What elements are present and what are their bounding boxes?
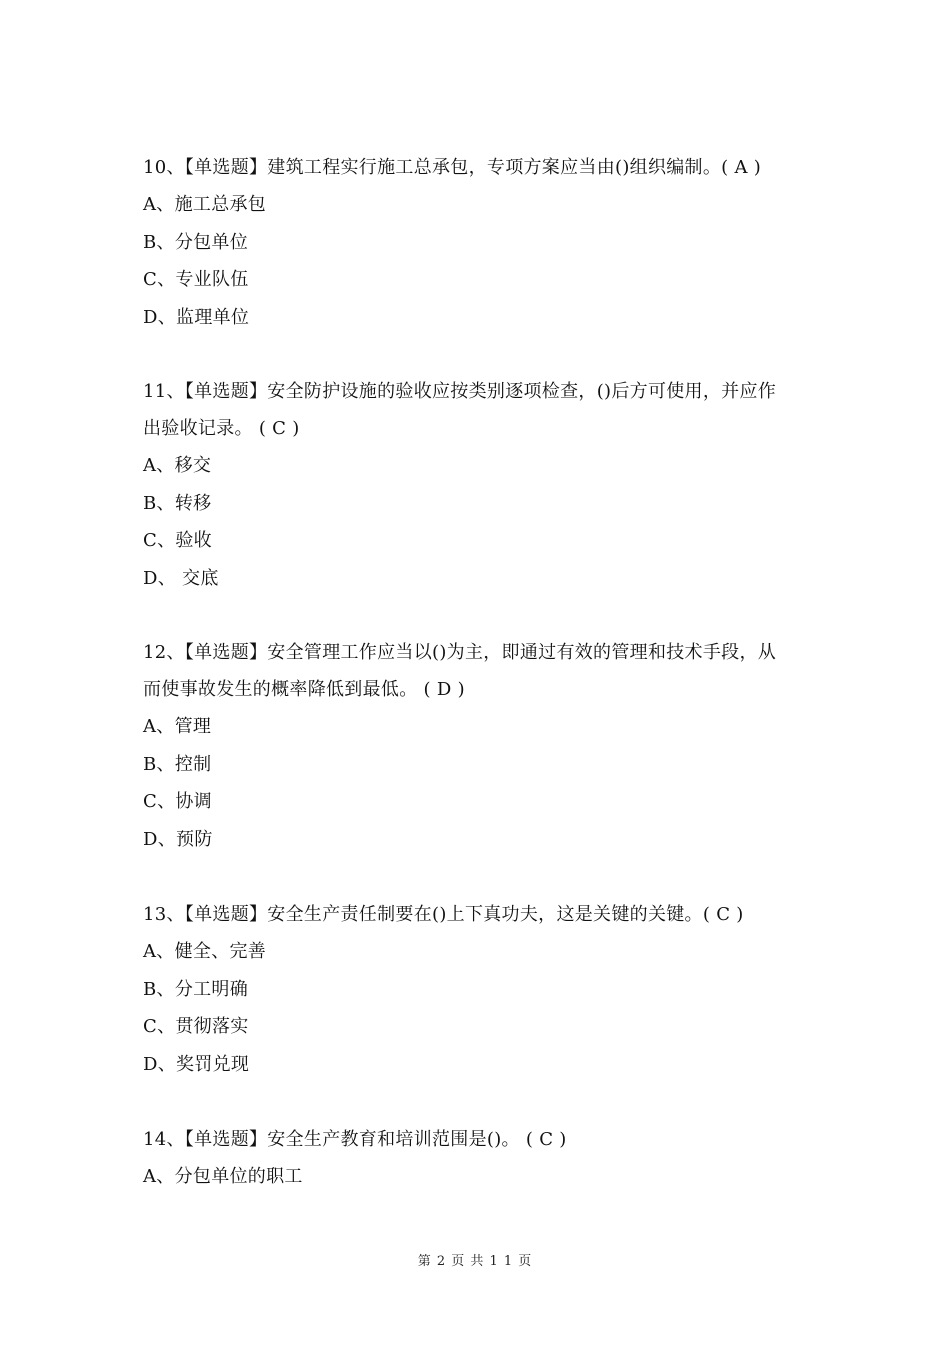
option-c: C、贯彻落实 — [143, 1016, 249, 1037]
question-stem: 12、【单选题】安全管理工作应当以()为主，即通过有效的管理和技术手段，从 — [143, 642, 777, 663]
option-b: B、控制 — [143, 753, 212, 775]
question-stem-continued: 出验收记录。 ( C ) — [143, 418, 300, 439]
option-a: A、管理 — [143, 716, 212, 737]
question-stem: 13、【单选题】安全生产责任制要在()上下真功夫，这是关键的关键。( C ) — [143, 904, 744, 925]
question-12 — [143, 634, 823, 858]
option-b: B、分包单位 — [143, 231, 249, 253]
option-d: D、监理单位 — [143, 306, 250, 328]
option-a: A、施工总承包 — [143, 194, 267, 215]
question-stem: 14、【单选题】安全生产教育和培训范围是()。 ( C ) — [143, 1129, 567, 1150]
option-a: A、移交 — [143, 455, 212, 476]
question-10 — [143, 149, 823, 336]
option-d: D、预防 — [143, 828, 213, 850]
page-number-footer: 第 2 页 共 1 1 页 — [417, 1254, 533, 1269]
option-b: B、转移 — [143, 492, 212, 514]
option-d: D、 交底 — [143, 567, 219, 589]
option-a: A、分包单位的职工 — [143, 1166, 303, 1187]
question-stem-continued: 而使事故发生的概率降低到最低。 ( D ) — [143, 679, 465, 700]
option-a: A、健全、完善 — [143, 941, 267, 962]
option-c: C、协调 — [143, 791, 212, 812]
question-11 — [143, 373, 823, 597]
question-14 — [143, 1121, 823, 1196]
option-b: B、分工明确 — [143, 978, 249, 1000]
question-13 — [143, 896, 823, 1083]
option-d: D、奖罚兑现 — [143, 1053, 250, 1075]
option-c: C、验收 — [143, 530, 212, 551]
question-stem: 11、【单选题】安全防护设施的验收应按类别逐项检查，()后方可使用，并应作 — [143, 381, 777, 402]
option-c: C、专业队伍 — [143, 269, 249, 290]
question-stem: 10、【单选题】建筑工程实行施工总承包，专项方案应当由()组织编制。( A ) — [143, 157, 762, 178]
